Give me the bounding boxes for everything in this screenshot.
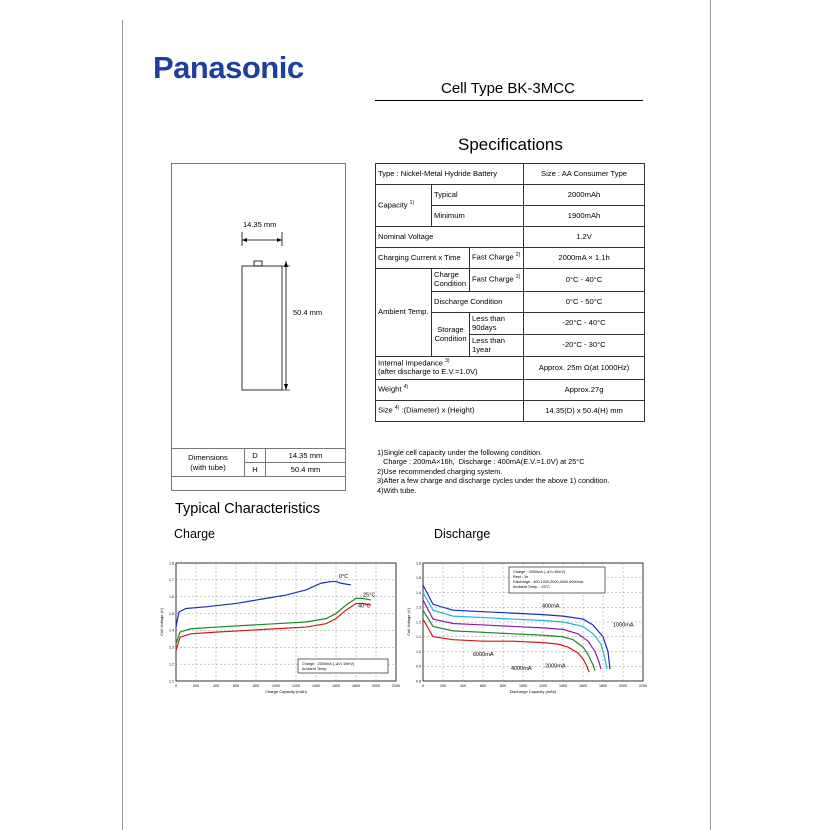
y-tick-label: 1.2 [416,620,421,625]
legend-text: Rest : 1h [513,575,529,579]
x-axis-label: Charge Capacity (mAh) [265,689,307,694]
note-2: 2)Use recommended charging system. [377,466,503,476]
weight-value: Approx.27g [524,380,645,401]
size-desc: :(Diameter) x (Height) [401,405,475,415]
series-label: 1000mA [613,622,634,629]
type-label: Type : Nickel-Metal Hydride Battery [376,164,524,185]
page-left-border [122,20,123,830]
x-tick-label: 2200 [392,684,400,688]
capacity-typical-label: Typical [432,185,524,206]
discharge-chart [405,555,655,695]
y-tick-label: 1.6 [416,561,421,566]
cell-drawing-box [171,163,346,491]
x-tick-label: 1400 [312,684,320,688]
size-value: 14.35(D) x 50.4(H) mm [524,401,645,422]
x-tick-label: 1800 [599,684,607,688]
size-note: 4) [394,405,400,412]
y-tick-label: 1.1 [169,679,174,684]
x-tick-label: 600 [233,684,239,688]
x-tick-label: 400 [460,684,466,688]
storage-90-label: Less than 90days [470,313,524,335]
ambient-label: Ambient Temp. [376,269,432,357]
impedance-note: 3) [445,358,450,365]
y-tick-label: 1.5 [416,576,421,581]
impedance-sub: (after discharge to E.V.=1.0V) [378,367,478,377]
impedance-value: Approx. 25m Ω(at 1000Hz) [524,357,645,380]
y-tick-label: 1.6 [169,595,174,600]
typical-characteristics-title: Typical Characteristics [175,501,321,517]
charge-condition-fast-label: Fast Charge [472,274,514,284]
h-label: H [245,463,266,477]
fast-charge-value: 2000mA × 1.1h [524,248,645,269]
fast-charge-label-cell [470,248,524,269]
storage-1y-label: Less than 1year [470,335,524,357]
y-tick-label: 0.9 [416,664,421,669]
series-label: 25°C [363,592,376,599]
note-1: 1)Single cell capacity under the following condition. [377,448,543,457]
capacity-minimum-label: Minimum [432,206,524,227]
size-label-cell [376,401,524,422]
y-tick-label: 1.1 [416,635,421,640]
h-value: 50.4 mm [266,463,346,477]
title-underline [375,100,643,101]
x-tick-label: 0 [175,684,177,688]
weight-label: Weight [378,384,402,394]
nominal-voltage-label: Nominal Voltage [376,227,524,248]
capacity-typical-value: 2000mAh [524,185,645,206]
weight-note: 4) [403,384,409,391]
x-axis-label: Discharge Capacity (mAh) [509,689,557,694]
capacity-label-cell [376,185,432,227]
brand-logo: Panasonic [153,50,304,85]
y-tick-label: 1.5 [169,611,174,616]
dimensions-table [171,448,346,477]
legend-text: Charge : 2000mA (-⊿V=10mV) [513,570,566,574]
x-tick-label: 1600 [332,684,340,688]
series-label: 400mA [542,603,560,610]
discharge-condition-value: 0°C - 50°C [524,292,645,313]
capacity-label: Capacity [378,200,408,210]
cell-drawing [172,164,345,449]
y-tick-label: 1.3 [169,645,174,650]
x-tick-label: 1200 [292,684,300,688]
series-label: 40°C [358,603,371,610]
charge-condition-label: Charge Condition [432,269,470,292]
discharge-condition-label: Discharge Condition [432,292,524,313]
dimensions-label-cell [172,449,245,477]
d-value: 14.35 mm [266,449,346,463]
y-tick-label: 1.0 [416,649,421,654]
series-label: 0°C [339,574,349,581]
y-tick-label: 1.4 [169,628,174,633]
x-tick-label: 200 [440,684,446,688]
spec-table [375,163,645,422]
x-tick-label: 1600 [579,684,587,688]
storage-condition-label: Storage Condition [432,313,470,357]
y-tick-label: 1.8 [169,561,174,566]
note-4: 4)With tube. [377,485,417,495]
type-size: Size : AA Consumer Type [524,164,645,185]
d-label: D [245,449,266,463]
charge-condition-fast-note: 2) [515,274,521,281]
y-tick-label: 1.3 [416,605,421,610]
x-tick-label: 1800 [352,684,360,688]
legend-text: Discharge : 400,1000,2000,4000,6000mA [513,580,584,584]
x-tick-label: 800 [500,684,506,688]
storage-1y-value: -20°C - 30°C [524,335,645,357]
x-tick-label: 1000 [272,684,280,688]
y-tick-label: 1.4 [416,590,421,595]
charge-title: Charge [174,527,215,541]
y-axis-label: Cell Voltage (V) [406,608,411,636]
specifications-title: Specifications [458,135,563,154]
x-tick-label: 1400 [559,684,567,688]
y-tick-label: 1.2 [169,662,174,667]
x-tick-label: 0 [422,684,424,688]
capacity-note: 1) [409,199,415,206]
legend-text: Ambient Temp. [302,667,328,671]
y-tick-label: 0.8 [416,679,421,684]
cell-type-title: Cell Type BK-3MCC [441,80,575,97]
dimensions-label: Dimensions [188,453,228,463]
x-tick-label: 2000 [372,684,380,688]
x-tick-label: 200 [193,684,199,688]
note-3: 3)After a few charge and discharge cycles under the above 1) condition. [377,476,610,486]
fast-charge-label: Fast Charge [472,252,514,262]
nominal-voltage-value: 1.2V [524,227,645,248]
x-tick-label: 1000 [519,684,527,688]
legend-text: Ambient Temp. : 25°C [513,585,550,589]
diameter-label: 14.35 mm [243,220,277,229]
note-1b: Charge : 200mA×16h, Discharge : 400mA(E.V.=1.0V) at 25°C [377,457,585,467]
charging-label: Charging Current x Time [376,248,470,269]
y-axis-label: Cell Voltage (V) [159,608,164,636]
with-tube-label: (with tube) [190,462,226,472]
x-tick-label: 2200 [639,684,647,688]
series-label: 4000mA [511,665,532,672]
charge-condition-value: 0°C - 40°C [524,269,645,292]
series-label: 2000mA [545,663,566,670]
impedance-label-cell [376,357,524,380]
size-label: Size [378,405,393,415]
page-right-border [710,0,711,830]
charge-condition-fast-cell [470,269,524,292]
x-tick-label: 600 [480,684,486,688]
capacity-minimum-value: 1900mAh [524,206,645,227]
impedance-label: Internal Impedance [378,358,444,368]
x-tick-label: 2000 [619,684,627,688]
y-tick-label: 1.7 [169,578,174,583]
height-label: 50.4 mm [293,308,323,317]
charge-chart [160,555,400,695]
weight-label-cell [376,380,524,401]
storage-90-value: -20°C - 40°C [524,313,645,335]
fast-charge-note: 2) [515,252,521,259]
discharge-title: Discharge [434,527,491,541]
x-tick-label: 400 [213,684,219,688]
x-tick-label: 1200 [539,684,547,688]
legend-text: Charge : 2000mA (-⊿V=10mV) [302,662,355,666]
x-tick-label: 800 [253,684,259,688]
footnotes [377,448,609,495]
series-label: 6000mA [473,651,494,658]
